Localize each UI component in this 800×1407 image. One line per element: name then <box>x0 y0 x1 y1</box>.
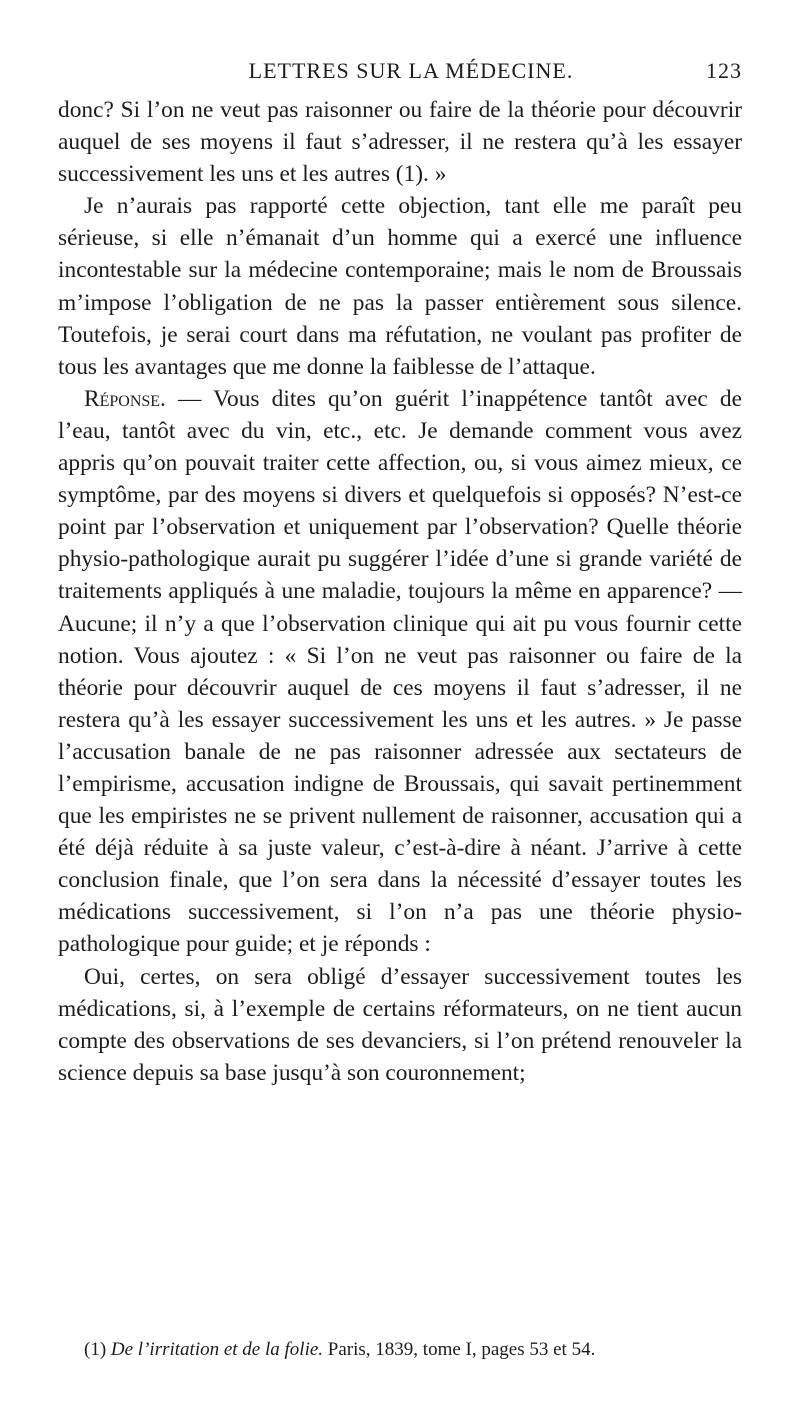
paragraph-reponse <box>58 383 742 961</box>
paragraph-continuation: donc? Si l’on ne veut pas raisonner ou faire de la théorie pour découvrir auquel de ses moyens il faut s’adresser, il ne restera qu’à les essayer successivement les uns et les autres (1). » <box>58 97 742 188</box>
footnote-details: Paris, 1839, tome I, pages 53 et 54. <box>323 1339 596 1360</box>
reponse-label: Réponse. <box>84 385 166 412</box>
paragraph-conclusion: Oui, certes, on sera obligé d’essayer successivement toutes les médications, si, à l’exemple de certains réformateurs, on ne tient aucun compte des observations de ses devanciers, si l’on prétend renouveler la science depuis sa base jusqu’à son couronnement; <box>58 963 742 1086</box>
footnote-marker: (1) <box>84 1339 107 1360</box>
page-number: 123 <box>706 58 742 83</box>
footnote-title: De l’irritation et de la folie. <box>110 1339 324 1360</box>
reponse-text: — Vous dites qu’on guérit l’inappétence tantôt avec de l’eau, tantôt avec du vin, etc., etc. Je demande comment vous avez appris qu’on pouvait traiter cette affection, ou, si vous aimez mieux, ce symptôme, par des moyens si divers et quelquefois si opposés? N’est-ce point par l’observation et uniquement par l’observation? Quelle théorie physio-pathologique aurait pu suggérer l’idée d’une si grande variété de traitements appliqués à une maladie, toujours la même en apparence? — Aucune; il n’y a que l’observation clinique qui ait pu vous fournir cette notion. Vous ajoutez : « Si l’on ne veut pas raisonner ou faire de la théorie pour découvrir auquel de ces moyens il faut s’adresser, il ne restera qu’à les essayer successivement les uns et les autres. » Je passe l’accusation banale de ne pas raisonner adressée aux sectateurs de l’empirisme, accusation indigne de Broussais, qui savait pertinemment que les empiristes ne se privent nullement de raisonner, accusation qui a été déjà réduite à sa juste valeur, c’est-à-dire à néant. J’arrive à cette conclusion finale, que l’on sera dans la nécessité d’essayer toutes les médications successivement, si l’on n’a pas une théorie physio-pathologique pour guide; et je réponds : <box>58 385 742 958</box>
footnote <box>84 1337 744 1363</box>
body-text <box>58 94 742 1089</box>
running-head <box>80 58 742 90</box>
paragraph-objection-note: Je n’aurais pas rapporté cette objection, tant elle me paraît peu sérieuse, si elle n’émanait d’un homme qui a exercé une influence incontestable sur la médecine contemporaine; mais le nom de Broussais m’impose l’obligation de ne pas la passer entièrement sous silence. Toutefois, je serai court dans ma réfutation, ne voulant pas profiter de tous les avantages que me donne la faiblesse de l’attaque. <box>58 193 742 380</box>
running-title: LETTRES SUR LA MÉDECINE. <box>248 58 574 83</box>
